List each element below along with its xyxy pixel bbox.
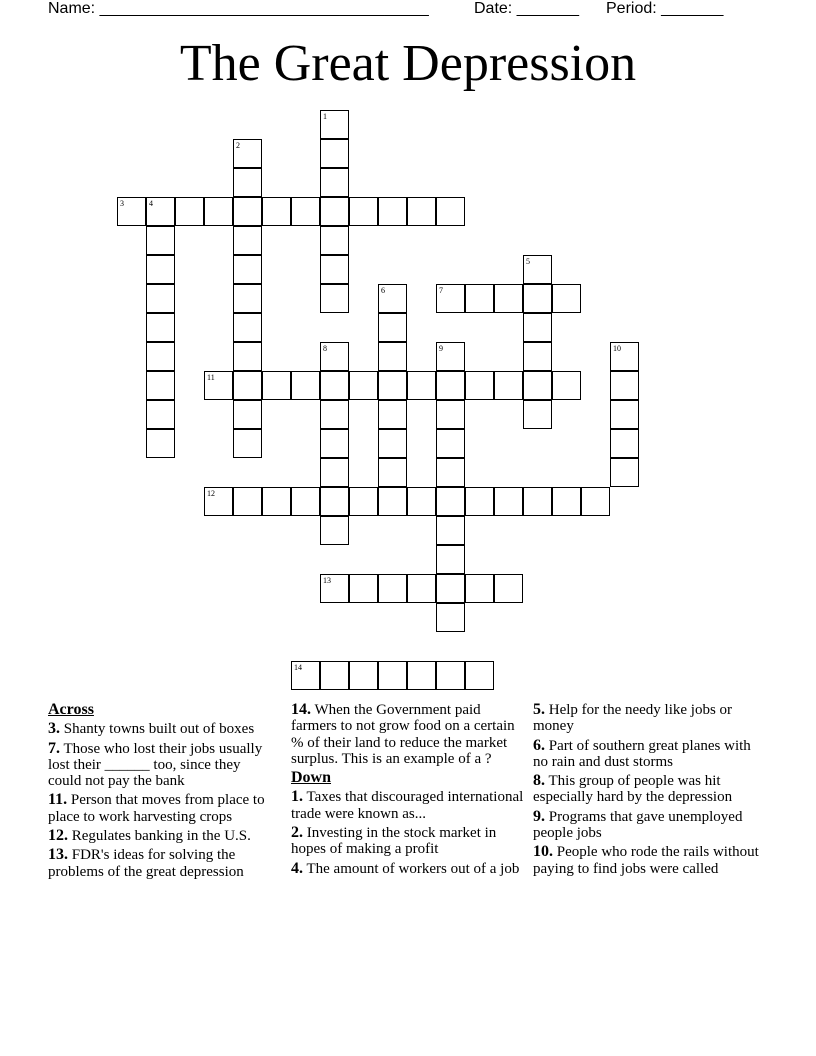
grid-cell[interactable] [233, 487, 262, 516]
cell-number: 13 [323, 576, 331, 585]
grid-cell[interactable] [262, 197, 291, 226]
clue-text: Investing in the stock market in hopes of making a profit [291, 825, 497, 858]
grid-cell[interactable] [233, 400, 262, 429]
grid-cell[interactable] [349, 661, 378, 690]
period-field-label[interactable]: Period: _______ [606, 0, 724, 17]
clue-number: 6. [533, 736, 545, 754]
grid-cell[interactable] [320, 400, 349, 429]
grid-cell[interactable] [523, 284, 552, 313]
cell-number: 8 [323, 344, 327, 353]
clue-item [533, 844, 763, 877]
clue-column-3 [533, 702, 763, 880]
across-list-continued [291, 702, 524, 767]
down-list [291, 789, 524, 876]
clue-item [533, 738, 763, 771]
grid-cell[interactable] [349, 487, 378, 516]
date-field-label[interactable]: Date: _______ [474, 0, 579, 17]
cell-number: 2 [236, 141, 240, 150]
grid-cell[interactable] [581, 487, 610, 516]
grid-cell[interactable] [523, 400, 552, 429]
clue-number: 4. [291, 859, 303, 877]
grid-cell[interactable] [610, 458, 639, 487]
grid-cell[interactable] [233, 284, 262, 313]
clue-column-1 [48, 702, 270, 883]
clue-item [48, 741, 270, 790]
grid-cell[interactable] [233, 255, 262, 284]
clue-item [291, 861, 524, 877]
cell-number: 11 [207, 373, 215, 382]
cell-number: 5 [526, 257, 530, 266]
grid-cell[interactable] [378, 487, 407, 516]
grid-cell[interactable] [407, 197, 436, 226]
clue-number: 1. [291, 788, 303, 806]
clue-number: 13. [48, 846, 68, 864]
clue-item [48, 792, 270, 825]
clue-number: 11. [48, 791, 68, 809]
grid-cell[interactable] [320, 168, 349, 197]
grid-cell[interactable] [146, 284, 175, 313]
grid-cell[interactable] [552, 284, 581, 313]
grid-cell[interactable] [233, 197, 262, 226]
grid-cell[interactable] [465, 284, 494, 313]
down-list-continued [533, 702, 763, 877]
grid-cell[interactable] [262, 487, 291, 516]
grid-cell[interactable] [436, 545, 465, 574]
grid-cell[interactable] [146, 313, 175, 342]
across-heading: Across [48, 701, 94, 718]
grid-cell[interactable] [320, 197, 349, 226]
grid-cell[interactable] [204, 197, 233, 226]
clue-number: 8. [533, 772, 545, 790]
grid-cell[interactable] [378, 313, 407, 342]
clue-item [533, 809, 763, 842]
grid-cell[interactable] [436, 487, 465, 516]
grid-cell[interactable] [320, 661, 349, 690]
grid-cell[interactable] [610, 429, 639, 458]
grid-cell[interactable] [407, 574, 436, 603]
grid-cell[interactable] [494, 284, 523, 313]
clue-number: 2. [291, 824, 303, 842]
cell-number: 7 [439, 286, 443, 295]
clue-text: Those who lost their jobs usually lost their ______ too, since they could not pay the bank [48, 740, 263, 790]
grid-cell[interactable] [523, 487, 552, 516]
grid-cell[interactable] [436, 574, 465, 603]
grid-cell[interactable] [494, 487, 523, 516]
grid-cell[interactable] [320, 458, 349, 487]
grid-cell[interactable] [291, 371, 320, 400]
grid-cell[interactable] [378, 371, 407, 400]
grid-cell[interactable] [610, 371, 639, 400]
cell-number: 6 [381, 286, 385, 295]
cell-number: 10 [613, 344, 621, 353]
clue-item [48, 847, 270, 880]
clue-text: Taxes that discouraged international trade were known as... [291, 789, 524, 822]
clue-text: Person that moves from place to place to work harvesting crops [48, 792, 265, 825]
grid-cell[interactable] [610, 400, 639, 429]
grid-cell[interactable] [320, 284, 349, 313]
grid-cell[interactable] [233, 371, 262, 400]
grid-cell[interactable] [436, 371, 465, 400]
grid-cell[interactable] [523, 313, 552, 342]
grid-cell[interactable] [146, 400, 175, 429]
clue-column-2 [291, 702, 524, 880]
clue-text: When the Government paid farmers to not grow food on a certain % of their land to reduce the market surplus. This is an example of a ? [291, 702, 515, 767]
clue-number: 14. [291, 701, 311, 718]
grid-cell[interactable] [378, 197, 407, 226]
clue-number: 3. [48, 720, 60, 738]
cell-number: 12 [207, 489, 215, 498]
grid-cell[interactable] [523, 371, 552, 400]
cell-number: 4 [149, 199, 153, 208]
across-list [48, 721, 270, 880]
clue-text: Programs that gave unemployed people jobs [533, 808, 743, 842]
grid-cell[interactable] [378, 429, 407, 458]
clue-text: Shanty towns built out of boxes [63, 721, 255, 738]
grid-cell[interactable] [146, 226, 175, 255]
grid-cell[interactable] [291, 487, 320, 516]
clue-text: Help for the needy like jobs or money [533, 702, 733, 735]
clue-item [533, 702, 763, 735]
grid-cell[interactable] [494, 574, 523, 603]
clue-number: 12. [48, 827, 68, 845]
grid-cell[interactable] [233, 313, 262, 342]
clue-text: Regulates banking in the U.S. [71, 828, 251, 845]
clue-number: 7. [48, 739, 60, 757]
clue-item [291, 702, 524, 767]
grid-cell[interactable] [378, 458, 407, 487]
grid-cell[interactable] [465, 574, 494, 603]
grid-cell[interactable] [465, 371, 494, 400]
grid-cell[interactable] [320, 371, 349, 400]
cell-number: 1 [323, 112, 327, 121]
grid-cell[interactable] [146, 255, 175, 284]
clue-number: 5. [533, 701, 545, 718]
grid-cell[interactable] [465, 661, 494, 690]
clue-text: This group of people was hit especially hard by the depression [533, 773, 733, 806]
clue-item [48, 828, 270, 844]
grid-cell[interactable] [378, 342, 407, 371]
clue-item [533, 773, 763, 806]
grid-cell[interactable] [523, 342, 552, 371]
down-heading: Down [291, 769, 332, 787]
grid-cell[interactable] [233, 342, 262, 371]
clue-item [48, 721, 270, 737]
grid-cell[interactable] [436, 603, 465, 632]
grid-cell[interactable] [320, 255, 349, 284]
grid-cell[interactable] [494, 371, 523, 400]
cell-number: 9 [439, 344, 443, 353]
grid-cell[interactable] [436, 429, 465, 458]
grid-cell[interactable] [407, 661, 436, 690]
grid-cell[interactable] [436, 516, 465, 545]
grid-cell[interactable] [233, 429, 262, 458]
clue-number: 9. [533, 807, 545, 825]
grid-cell[interactable] [436, 197, 465, 226]
grid-cell[interactable] [349, 197, 378, 226]
clue-text: Part of southern great planes with no rain and dust storms [533, 737, 751, 770]
grid-cell[interactable] [436, 400, 465, 429]
grid-cell[interactable] [349, 371, 378, 400]
grid-cell[interactable] [320, 429, 349, 458]
clue-text: FDR's ideas for solving the problems of the great depression [48, 847, 244, 880]
grid-cell[interactable] [233, 168, 262, 197]
grid-cell[interactable] [233, 226, 262, 255]
grid-cell[interactable] [320, 487, 349, 516]
grid-cell[interactable] [291, 197, 320, 226]
cell-number: 14 [294, 663, 302, 672]
grid-cell[interactable] [407, 487, 436, 516]
clue-text: The amount of workers out of a job [306, 860, 520, 877]
grid-cell[interactable] [175, 197, 204, 226]
clue-text: People who rode the rails without paying to find jobs were called [533, 844, 759, 877]
grid-cell[interactable] [378, 574, 407, 603]
grid-cell[interactable] [378, 400, 407, 429]
grid-cell[interactable] [146, 429, 175, 458]
grid-cell[interactable] [465, 487, 494, 516]
grid-cell[interactable] [349, 574, 378, 603]
cell-number: 3 [120, 199, 124, 208]
clue-item [291, 825, 524, 858]
grid-cell[interactable] [262, 371, 291, 400]
grid-cell[interactable] [407, 371, 436, 400]
name-field-label[interactable]: Name: _____________________________________ [48, 0, 429, 17]
page-title: The Great Depression [179, 35, 637, 92]
clue-number: 10. [533, 843, 553, 861]
grid-cell[interactable] [146, 371, 175, 400]
grid-cell[interactable] [320, 226, 349, 255]
grid-cell[interactable] [146, 342, 175, 371]
grid-cell[interactable] [552, 487, 581, 516]
grid-cell[interactable] [552, 371, 581, 400]
grid-cell[interactable] [320, 516, 349, 545]
grid-cell[interactable] [436, 661, 465, 690]
grid-cell[interactable] [378, 661, 407, 690]
clue-item [291, 789, 524, 822]
grid-cell[interactable] [320, 139, 349, 168]
grid-cell[interactable] [436, 458, 465, 487]
